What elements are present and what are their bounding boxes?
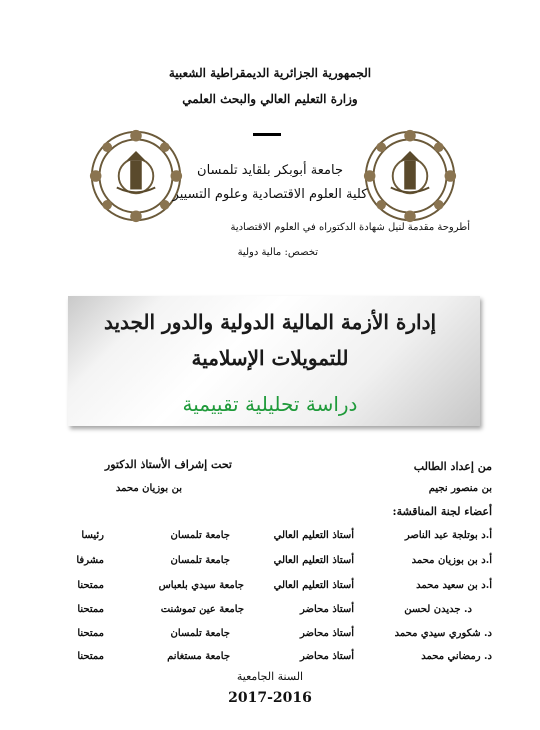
committee-member-name: أ.د بن بوزيان محمد (411, 555, 492, 566)
degree-statement: أطروحة مقدمة لنيل شهادة الدكتوراه في العلوم الاقتصادية (230, 222, 470, 233)
committee-member-rank: أستاذ التعليم العالي (273, 555, 354, 566)
academic-year: 2017-2016 (228, 690, 312, 706)
committee-member-name: د. رمضاني محمد (421, 651, 492, 662)
committee-member-university: جامعة مستغانم (167, 651, 230, 662)
student-label: من إعداد الطالب (413, 460, 492, 473)
committee-member-rank: أستاذ التعليم العالي (273, 580, 354, 591)
committee-member-rank: أستاذ محاضر (299, 604, 354, 615)
committee-member-role: رئيسا (81, 530, 104, 541)
committee-member-role: مشرفا (76, 555, 104, 566)
committee-member-role: ممتحنا (77, 604, 104, 615)
committee-member-name: أ.د بن سعيد محمد (416, 580, 492, 591)
ministry-heading: وزارة التعليم العالي والبحث العلمي (182, 92, 358, 106)
supervisor-label: تحت إشراف الأستاذ الدكتور (104, 458, 232, 471)
committee-member-name: د. شكوري سيدي محمد (394, 628, 492, 639)
committee-member-university: جامعة سيدي بلعباس (158, 580, 244, 591)
committee-member-role: ممتحنا (77, 580, 104, 591)
committee-member-university: جامعة تلمسان (170, 628, 230, 639)
committee-member-rank: أستاذ محاضر (299, 651, 354, 662)
committee-member-university: جامعة عين تموشنت (160, 604, 244, 615)
committee-member-rank: أستاذ محاضر (299, 628, 354, 639)
student-name: بن منصور نجيم (428, 483, 492, 494)
committee-member-university: جامعة تلمسان (170, 555, 230, 566)
university-name: جامعة أبوبكر بلقايد تلمسان (197, 163, 343, 178)
thesis-title-line1: إدارة الأزمة المالية الدولية والدور الجديد (103, 310, 437, 334)
thesis-title-line2: للتمويلات الإسلامية (191, 346, 349, 370)
thesis-subtitle: دراسة تحليلية تقييمية (182, 392, 358, 416)
committee-label: أعضاء لجنة المناقشة: (392, 505, 492, 518)
faculty-name: كلية العلوم الاقتصادية وعلوم التسيير (172, 187, 368, 202)
committee-member-university: جامعة تلمسان (170, 530, 230, 541)
specialty: تخصص: مالية دولية (237, 247, 318, 258)
committee-member-name: د. جديدن لحسن (404, 604, 472, 615)
academic-year-label: السنة الجامعية (236, 670, 304, 683)
republic-heading: الجمهورية الجزائرية الديمقراطية الشعبية (168, 66, 372, 80)
supervisor-name: بن بوزيان محمد (115, 483, 182, 494)
committee-member-role: ممتحنا (77, 651, 104, 662)
committee-member-rank: أستاذ التعليم العالي (273, 530, 354, 541)
header-separator (253, 133, 281, 136)
committee-member-role: ممتحنا (77, 628, 104, 639)
committee-member-name: أ.د بوتلجة عبد الناصر (404, 530, 492, 541)
